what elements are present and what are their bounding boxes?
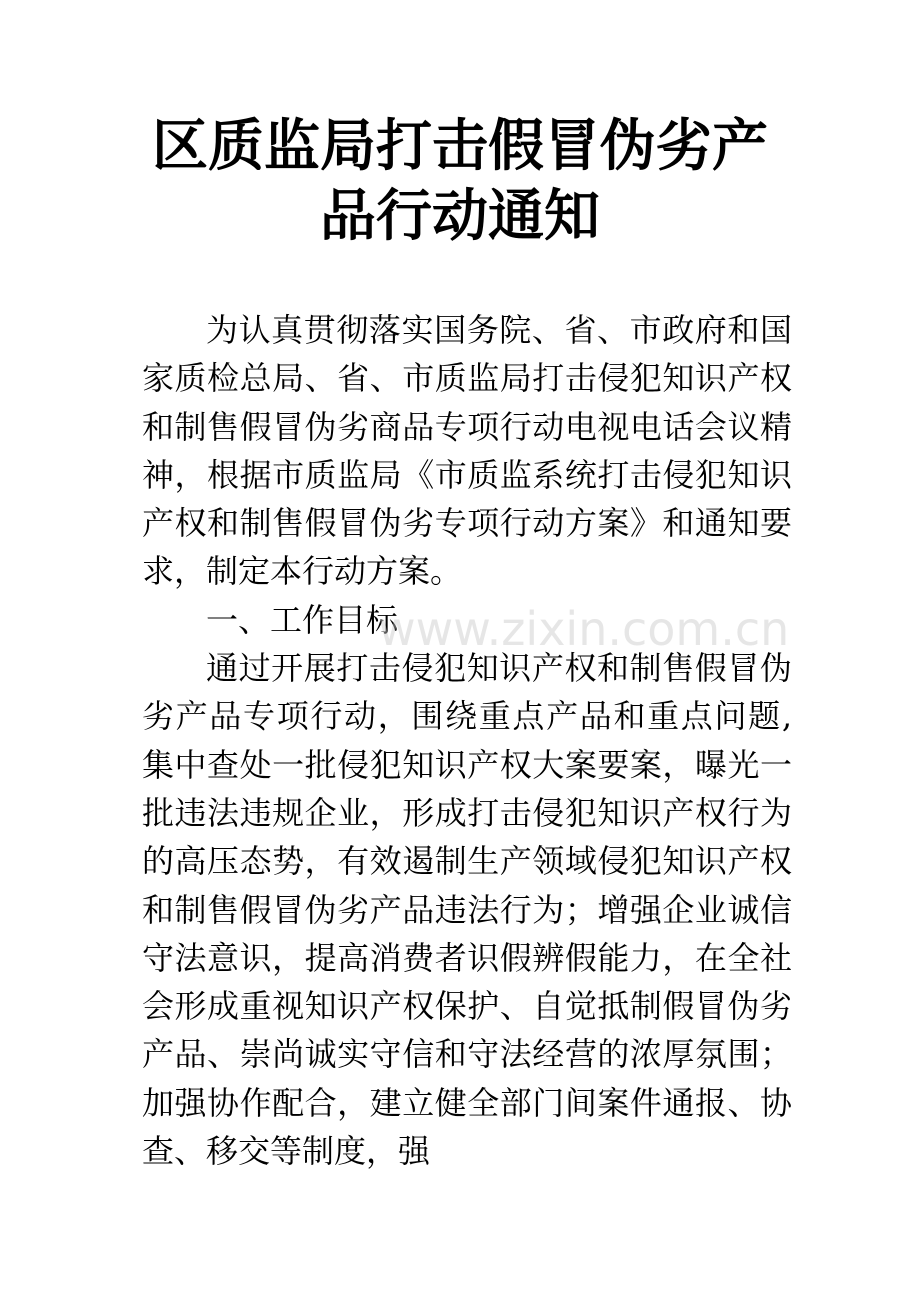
document-title	[0, 112, 920, 252]
section-heading-work-goals: 一、工作目标	[206, 600, 399, 639]
work-goals-paragraph: 通过开展打击侵犯知识产权和制售假冒伪劣产品专项行动，围绕重点产品和重点问题,集中查处一批侵犯知识产权大案要案，曝光一批违法违规企业，形成打击侵犯知识产权行为的高压态势，有效遏制生产领域侵犯知识产权和制售假冒伪劣产品违法行为；增强企业诚信守法意识，提高消费者识假辨假能力，在全社会形成重视知识产权保护、自觉抵制假冒伪劣产品、崇尚诚实守信和守法经营的浓厚氛围；加强协作配合，建立健全部门间案件通报、协查、移交等制度，强	[142, 649, 792, 1171]
watermark-text: www.zixin.com.cn	[378, 602, 790, 656]
title-line-1: 区质监局打击假冒伪劣产	[152, 114, 768, 179]
intro-paragraph: 为认真贯彻落实国务院、省、市政府和国家质检总局、省、市质监局打击侵犯知识产权和制售假冒伪劣商品专项行动电视电话会议精神，根据市质监局《市质监系统打击侵犯知识产权和制售假冒伪劣专项行动方案》和通知要求，制定本行动方案。	[142, 311, 792, 591]
document-body	[142, 306, 792, 1175]
title-line-2: 品行动通知	[320, 184, 600, 249]
